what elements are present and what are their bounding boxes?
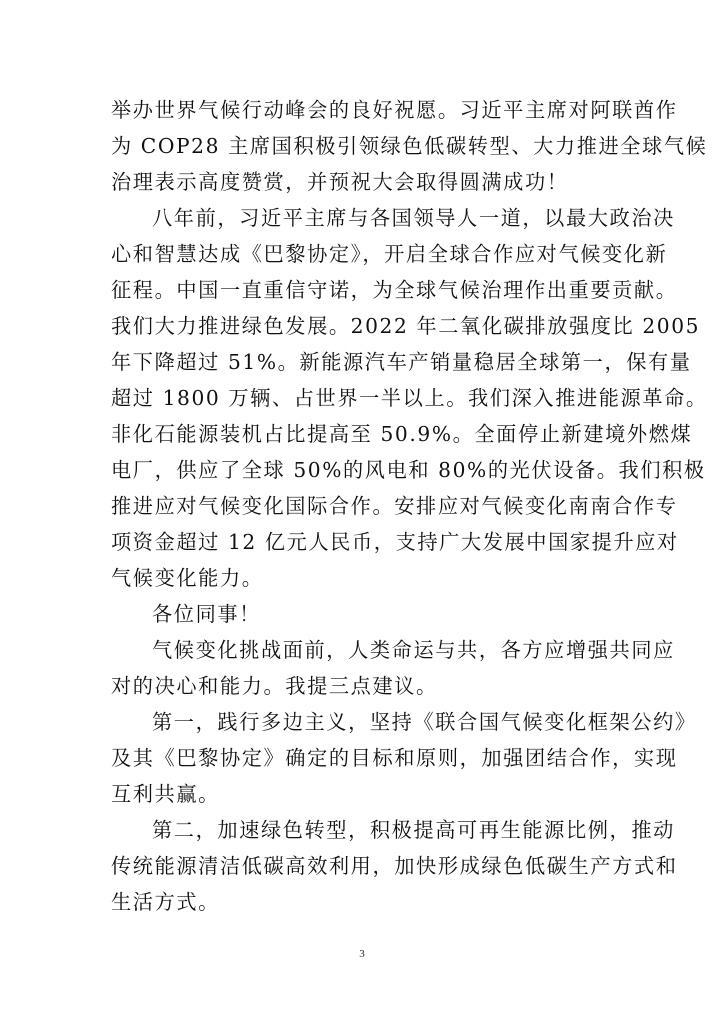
text-line: 传统能源清洁低碳高效利用，加快形成绿色低碳生产方式和	[111, 854, 678, 878]
paragraph-closing-remarks	[111, 92, 708, 200]
text-line: 生活方式。	[111, 890, 220, 914]
paragraph-greeting	[111, 596, 613, 632]
paragraph-paris-agreement	[111, 200, 708, 596]
body-text	[111, 92, 708, 920]
text-line: 征程。中国一直重信守诺，为全球气候治理作出重要贡献。	[111, 278, 678, 302]
text-line: 非化石能源装机占比提高至 50.9%。全面停止新建境外燃煤	[111, 422, 693, 446]
text-line: 第一，践行多边主义，坚持《联合国气候变化框架公约》	[152, 710, 697, 734]
text-line: 及其《巴黎协定》确定的目标和原则，加强团结合作，实现	[111, 746, 678, 770]
text-line: 八年前，习近平主席与各国领导人一道，以最大政治决	[152, 206, 675, 230]
text-line: 心和智慧达成《巴黎协定》，开启全球合作应对气候变化新	[111, 242, 668, 266]
text-line: 对的决心和能力。我提三点建议。	[111, 674, 438, 698]
text-line: 为 COP28 主席国积极引领绿色低碳转型、大力推进全球气候	[111, 134, 708, 158]
text-line: 互利共赢。	[111, 782, 220, 806]
paragraph-proposals-intro	[111, 632, 675, 704]
paragraph-proposal-one	[111, 704, 697, 812]
text-line: 举办世界气候行动峰会的良好祝愿。习近平主席对阿联酋作	[111, 98, 678, 122]
page-number: 3	[359, 948, 365, 960]
text-line: 超过 1800 万辆、占世界一半以上。我们深入推进能源革命。	[111, 386, 708, 410]
text-line: 治理表示高度赞赏，并预祝大会取得圆满成功！	[111, 170, 569, 194]
paragraph-proposal-two	[111, 812, 678, 920]
text-line: 项资金超过 12 亿元人民币，支持广大发展中国家提升应对	[111, 530, 679, 554]
text-line: 电厂，供应了全球 50%的风电和 80%的光伏设备。我们积极	[111, 458, 706, 482]
text-line: 各位同事！	[152, 602, 261, 626]
text-line: 推进应对气候变化国际合作。安排应对气候变化南南合作专	[111, 494, 678, 518]
text-line: 年下降超过 51%。新能源汽车产销量稳居全球第一，保有量	[111, 350, 692, 374]
text-line: 第二，加速绿色转型，积极提高可再生能源比例，推动	[152, 818, 675, 842]
text-line: 气候变化挑战面前，人类命运与共，各方应增强共同应	[152, 638, 675, 662]
text-line: 我们大力推进绿色发展。2022 年二氧化碳排放强度比 2005	[111, 314, 701, 338]
text-line: 气候变化能力。	[111, 566, 264, 590]
